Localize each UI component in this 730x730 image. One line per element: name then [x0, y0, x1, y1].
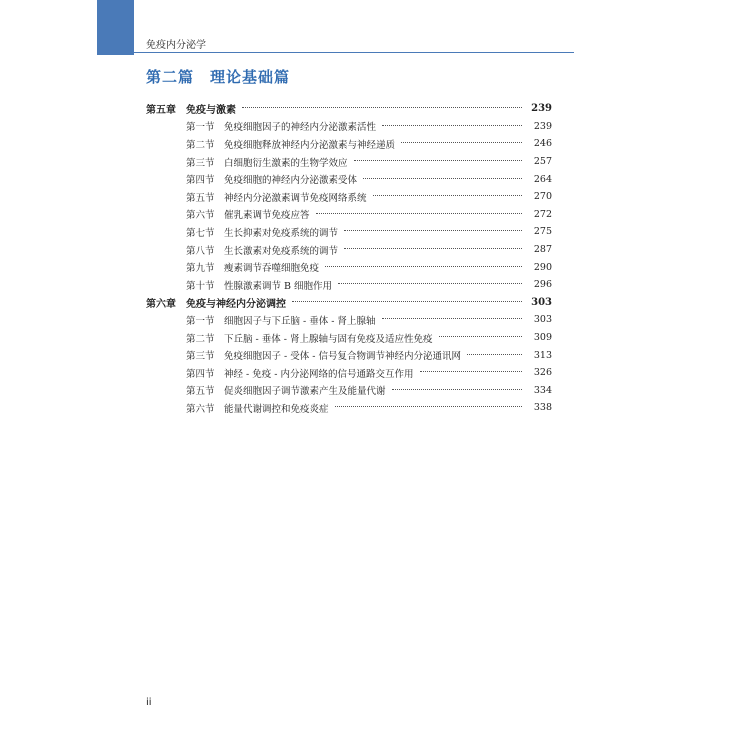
- dot-leader: [392, 388, 522, 390]
- dot-leader: [382, 124, 522, 126]
- section-title: 白细胞衍生激素的生物学效应: [224, 157, 348, 169]
- toc-section-row[interactable]: [146, 188, 552, 206]
- chapter-title: 免疫与激素: [186, 105, 236, 117]
- section-page: 272: [533, 208, 552, 220]
- section-title: 性腺激素调节 B 细胞作用: [224, 280, 333, 292]
- dot-leader: [439, 335, 523, 337]
- toc-section-row[interactable]: [146, 311, 552, 329]
- running-head: 免疫内分泌学: [146, 40, 206, 51]
- section-page: 338: [533, 402, 552, 414]
- chapter-page: 239: [531, 103, 552, 115]
- toc-section-row[interactable]: [146, 223, 552, 241]
- toc-section-row[interactable]: [146, 118, 552, 136]
- section-title: 免疫细胞释放神经内分泌激素与神经递质: [224, 139, 396, 151]
- dot-leader: [401, 141, 522, 143]
- section-number: 第二节: [186, 333, 215, 345]
- section-page: 287: [533, 244, 552, 256]
- section-number: 第三节: [186, 351, 215, 363]
- dot-leader: [420, 370, 523, 372]
- section-title: 瘦素调节吞噬细胞免疫: [224, 263, 320, 275]
- dot-leader: [242, 106, 522, 108]
- section-title: 免疫细胞因子的神经内分泌激素活性: [224, 122, 377, 134]
- section-page: 270: [533, 191, 552, 203]
- section-number: 第七节: [186, 227, 215, 239]
- section-page: 296: [533, 279, 552, 291]
- section-number: 第四节: [186, 368, 215, 380]
- toc-section-row[interactable]: [146, 241, 552, 259]
- toc-section-row[interactable]: [146, 276, 552, 294]
- toc-section-row[interactable]: [146, 258, 552, 276]
- section-title: 生长激素对免疫系统的调节: [224, 245, 339, 257]
- section-title: 下丘脑 - 垂体 - 肾上腺轴与固有免疫及适应性免疫: [224, 333, 433, 345]
- section-page: 326: [533, 367, 552, 379]
- toc-section-row[interactable]: [146, 329, 552, 347]
- section-number: 第一节: [186, 122, 215, 134]
- section-number: 第一节: [186, 315, 215, 327]
- toc-section-row[interactable]: [146, 399, 552, 417]
- section-title: 神经内分泌激素调节免疫网络系统: [224, 192, 367, 204]
- dot-leader: [467, 353, 522, 355]
- section-number: 第三节: [186, 157, 215, 169]
- section-number: 第八节: [186, 245, 215, 257]
- dot-leader: [325, 265, 522, 267]
- table-of-contents: [146, 100, 552, 417]
- section-number: 第四节: [186, 175, 215, 187]
- section-number: 第五节: [186, 192, 215, 204]
- section-number: 第十节: [186, 280, 215, 292]
- chapter-page: 303: [531, 296, 552, 308]
- dot-leader: [344, 247, 522, 249]
- part-title: 第二篇 理论基础篇: [146, 68, 291, 86]
- section-number: 第九节: [186, 263, 215, 275]
- toc-section-row[interactable]: [146, 170, 552, 188]
- section-title: 能量代谢调控和免疫炎症: [224, 403, 329, 415]
- section-number: 第六节: [186, 210, 215, 222]
- dot-leader: [363, 177, 522, 179]
- section-title: 免疫细胞因子 - 受体 - 信号复合物调节神经内分泌通讯网: [224, 351, 461, 363]
- section-page: 303: [533, 314, 552, 326]
- chapter-number: 第六章: [146, 298, 176, 310]
- section-page: 257: [533, 156, 552, 168]
- toc-section-row[interactable]: [146, 364, 552, 382]
- section-page: 313: [533, 349, 552, 361]
- section-page: 264: [533, 173, 552, 185]
- chapter-title: 免疫与神经内分泌调控: [186, 298, 286, 310]
- toc-section-row[interactable]: [146, 382, 552, 400]
- toc-chapter-row[interactable]: [146, 100, 552, 118]
- dot-leader: [316, 212, 522, 214]
- section-number: 第五节: [186, 386, 215, 398]
- section-number: 第二节: [186, 139, 215, 151]
- header-rule: [134, 52, 574, 53]
- chapter-number: 第五章: [146, 105, 176, 117]
- section-title: 促炎细胞因子调节激素产生及能量代谢: [224, 386, 386, 398]
- section-page: 334: [533, 384, 552, 396]
- section-title: 免疫细胞的神经内分泌激素受体: [224, 175, 358, 187]
- section-page: 275: [533, 226, 552, 238]
- section-number: 第六节: [186, 403, 215, 415]
- section-page: 309: [533, 332, 552, 344]
- section-title: 生长抑素对免疫系统的调节: [224, 227, 339, 239]
- dot-leader: [373, 194, 522, 196]
- toc-section-row[interactable]: [146, 135, 552, 153]
- dot-leader: [344, 229, 522, 231]
- dot-leader: [338, 282, 522, 284]
- toc-section-row[interactable]: [146, 206, 552, 224]
- dot-leader: [335, 405, 522, 407]
- toc-section-row[interactable]: [146, 346, 552, 364]
- toc-chapter-row[interactable]: [146, 294, 552, 312]
- dot-leader: [382, 317, 523, 319]
- page-number: ii: [146, 697, 152, 708]
- section-page: 246: [533, 138, 552, 150]
- toc-section-row[interactable]: [146, 153, 552, 171]
- section-title: 神经 - 免疫 - 内分泌网络的信号通路交互作用: [224, 368, 414, 380]
- dot-leader: [354, 159, 522, 161]
- section-title: 细胞因子与下丘脑 - 垂体 - 肾上腺轴: [224, 315, 376, 327]
- section-title: 催乳素调节免疫应答: [224, 210, 310, 222]
- header-color-block: [97, 0, 134, 55]
- section-page: 239: [533, 120, 552, 132]
- dot-leader: [292, 300, 522, 302]
- section-page: 290: [533, 261, 552, 273]
